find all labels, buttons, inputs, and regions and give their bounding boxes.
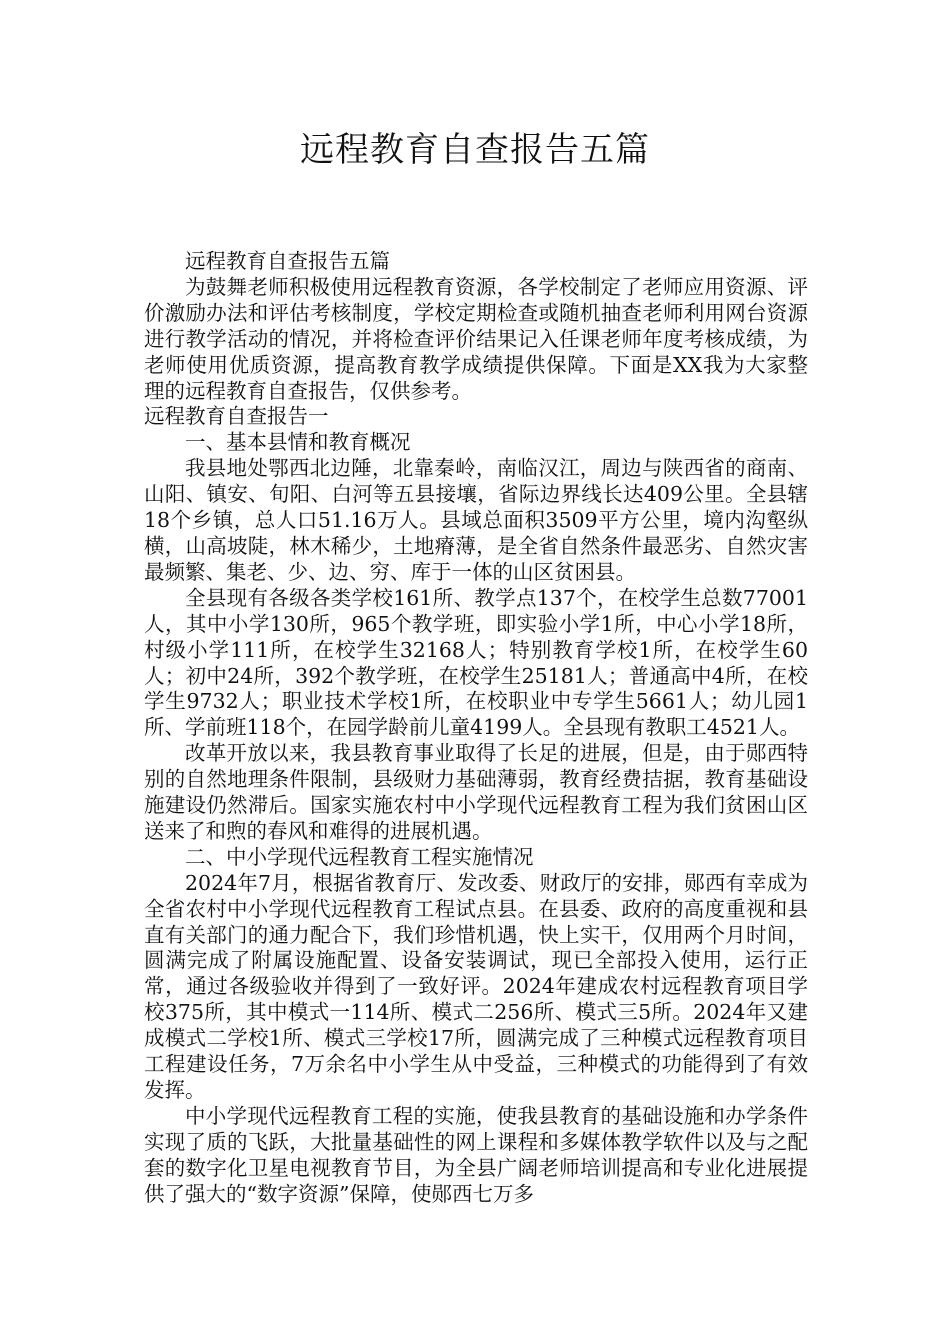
paragraph-education-development: 改革开放以来，我县教育事业取得了长足的进展，但是，由于郧西特别的自然地理条件限制，县级财力基础薄弱，教育经费拮据，教育基础设施建设仍然滞后。国家实施农村中小学现代远程教育工程为我们贫困山区送来了和煦的春风和难得的进展机遇。 (144, 741, 808, 843)
section-heading-project-implementation: 二、中小学现代远程教育工程实施情况 (185, 844, 534, 869)
paragraph-county-location: 我县地处鄂西北边陲，北靠秦岭，南临汉江，周边与陕西省的商南、山阳、镇安、旬阳、白河等五县接壤，省际边界线长达409公里。全县辖18个乡镇，总人口51.16万人。县域总面积3509平方公里，境内沟壑纵横，山高坡陡，林木稀少，土地瘠薄，是全省自然条件最恶劣、自然灾害最频繁、集老、少、边、穷、库于一体的山区贫困县。 (144, 456, 808, 584)
paragraph-intro: 为鼓舞老师积极使用远程教育资源，各学校制定了老师应用资源、评价激励办法和评估考核制度，学校定期检查或随机抽查老师利用网台资源进行教学活动的情况，并将检查评价结果记入任课老师年度考核成绩，为老师使用优质资源，提高教育教学成绩提供保障。下面是XX我为大家整理的远程教育自查报告，仅供参考。 (144, 274, 808, 403)
section-title-report-one: 远程教育自查报告一 (144, 404, 329, 429)
section-heading-basic-situation: 一、基本县情和教育概况 (185, 430, 411, 455)
paragraph-project-progress: 2024年7月，根据省教育厅、发改委、财政厅的安排，郧西有幸成为全省农村中小学现代远程教育工程试点县。在县委、政府的高度重视和县直有关部门的通力配合下，我们珍惜机遇，快上实干，仅用两个月时间，圆满完成了附属设施配置、设备安装调试，现已全部投入使用，运行正常，通过各级验收并得到了一致好评。2024年建成农村远程教育项目学校375所，其中模式一114所、模式二256所、模式三5所。2024年又建成模式二学校1所、模式三学校17所，圆满完成了三种模式远程教育项目工程建设任务，7万余名中小学生从中受益，三种模式的功能得到了有效发挥。 (144, 870, 808, 1102)
paragraph-project-impact: 中小学现代远程教育工程的实施，使我县教育的基础设施和办学条件实现了质的飞跃，大批量基础性的网上课程和多媒体教学软件以及与之配套的数字化卫星电视教育节目，为全县广阔老师培训提高和专业化进展提供了强大的“数字资源”保障，使郧西七万多 (144, 1103, 808, 1206)
paragraph-school-statistics: 全县现有各级各类学校161所、教学点137个，在校学生总数77001人，其中小学130所，965个教学班，即实验小学1所，中心小学18所，村级小学111所，在校学生32168人；特别教育学校1所，在校学生60人；初中24所，392个教学班，在校学生25181人；普通高中4所，在校学生9732人；职业技术学校1所，在校职业中专学生5661人；幼儿园1所、学前班118个，在园学龄前儿童4199人。全县现有教职工4521人。 (144, 585, 808, 740)
paragraph-heading: 远程教育自查报告五篇 (185, 249, 390, 273)
document-title: 远程教育自查报告五篇 (300, 130, 650, 170)
document-body (144, 249, 808, 1208)
